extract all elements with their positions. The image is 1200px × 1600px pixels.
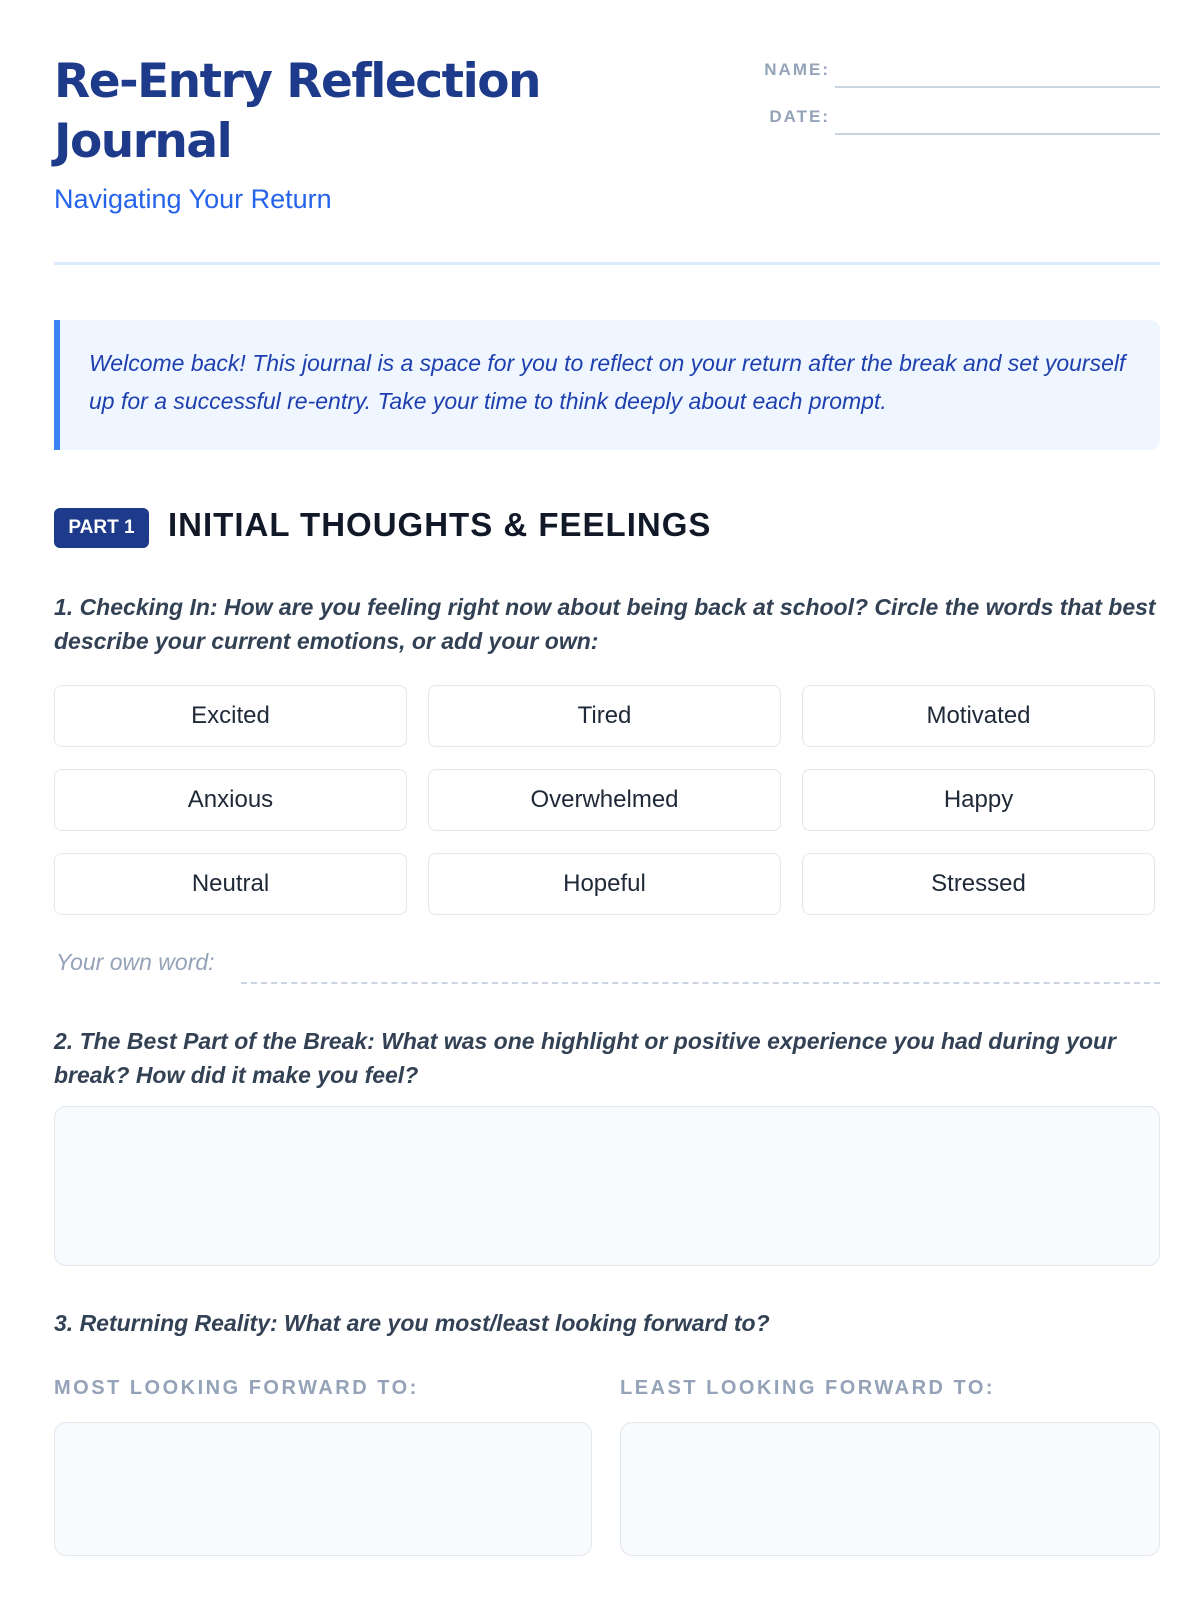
question-3: 3. Returning Reality: What are you most/least looking forward to? [54, 1310, 770, 1336]
question-2: 2. The Best Part of the Break: What was one highlight or positive experience you had during your break? How did it make you feel? [54, 1028, 1117, 1088]
least-label: LEAST LOOKING FORWARD TO: [620, 1377, 996, 1399]
header-divider [54, 262, 1160, 265]
own-word-line[interactable] [241, 982, 1160, 984]
part-badge: PART 1 [54, 508, 149, 548]
emotion-option[interactable]: Neutral [54, 853, 407, 915]
page-subtitle: Navigating Your Return [54, 184, 332, 214]
name-line[interactable] [835, 86, 1160, 88]
emotion-option[interactable]: Overwhelmed [428, 769, 781, 831]
own-word-label: Your own word: [56, 949, 215, 975]
date-field[interactable] [700, 99, 1160, 139]
answer-box-least[interactable] [620, 1422, 1160, 1556]
most-label: MOST LOOKING FORWARD TO: [54, 1377, 419, 1399]
emotion-option[interactable]: Anxious [54, 769, 407, 831]
emotion-option[interactable]: Hopeful [428, 853, 781, 915]
question-1: 1. Checking In: How are you feeling right now about being back at school? Circle the words that best describe your current emotions, or add your own: [54, 594, 1156, 654]
intro-text: Welcome back! This journal is a space for you to reflect on your return after the break and set yourself up for a successful re-entry. Take your time to think deeply about each prompt. [89, 350, 1126, 414]
emotion-option[interactable]: Happy [802, 769, 1155, 831]
answer-box-2[interactable] [54, 1106, 1160, 1266]
date-label: DATE: [769, 107, 830, 126]
answer-box-most[interactable] [54, 1422, 592, 1556]
date-line[interactable] [835, 133, 1160, 135]
intro-callout [54, 320, 1160, 450]
page-title: Re-Entry Reflection Journal [54, 54, 540, 169]
emotion-option[interactable]: Motivated [802, 685, 1155, 747]
emotion-option[interactable]: Stressed [802, 853, 1155, 915]
emotion-option[interactable]: Tired [428, 685, 781, 747]
emotion-option[interactable]: Excited [54, 685, 407, 747]
part-title: INITIAL THOUGHTS & FEELINGS [168, 506, 712, 543]
name-field[interactable] [700, 52, 1160, 92]
name-label: NAME: [764, 60, 830, 79]
